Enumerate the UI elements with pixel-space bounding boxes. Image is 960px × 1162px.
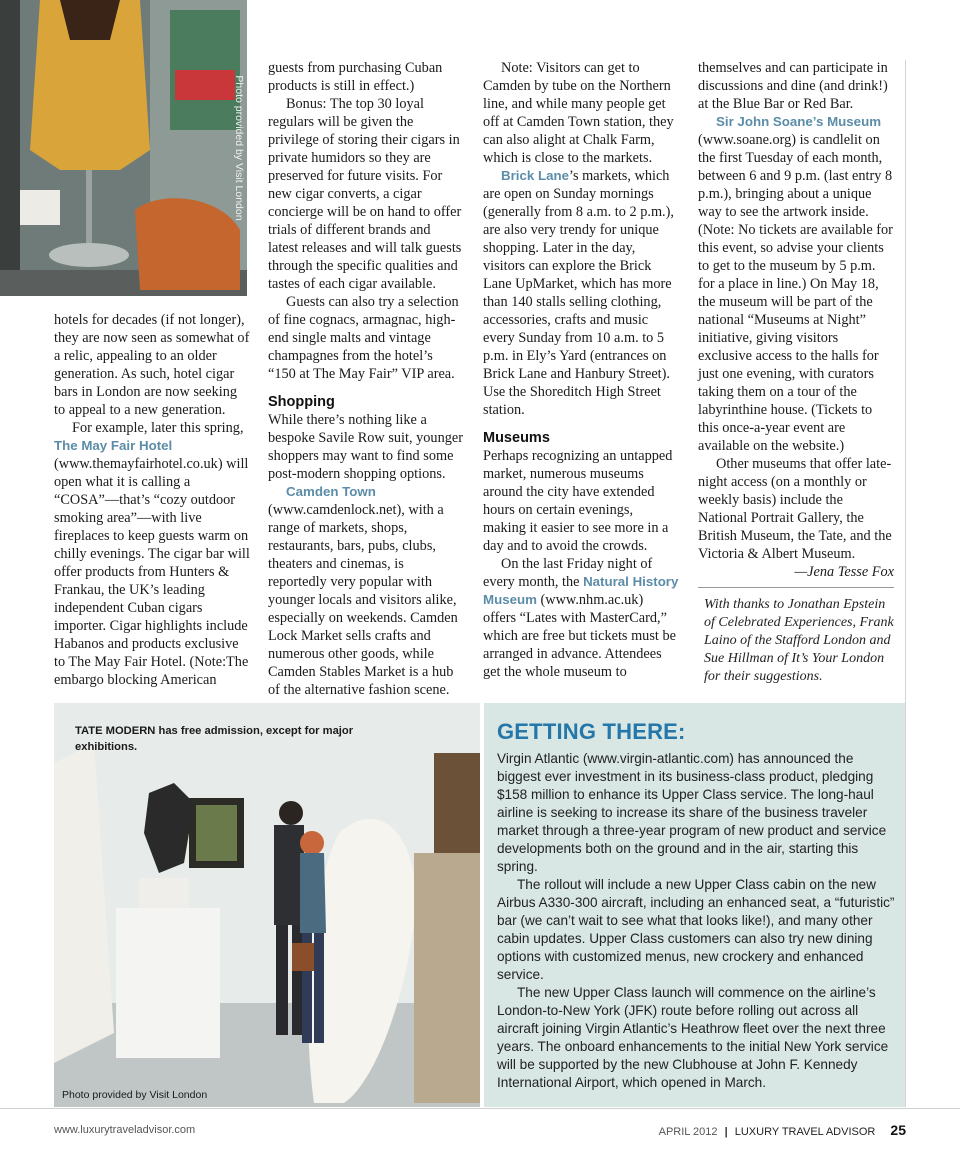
text: For example, later this spring, [72, 420, 244, 436]
paragraph-soane [698, 113, 894, 455]
paragraph: themselves and can participate in discussions and dine (and drink!) at the Blue Bar or Red Bar. [698, 60, 888, 112]
text: ’s markets, which are open on Sunday mornings (generally from 8 a.m. to 2 p.m.), are also very trendy for unique shopping. Later in the day, visitors can explore the Brick Lane UpMarket, which has more than 140 stalls selling clothing, accessories, crafts and music every Sunday from 10 a.m. to 5 p.m. in Ely’s Yard (entrances on Brick Lane and Hanbury Street). Use the Shoreditch High Street station. [483, 168, 674, 418]
divider [698, 587, 894, 588]
getting-there-sidebar [484, 703, 905, 1107]
column-4 [698, 59, 894, 686]
paragraph: The rollout will include a new Upper Class cabin on the new Airbus A330-300 aircraft, including an enhanced seat, a “futuristic” bar (we can’t wait to see what that looks like!), and many other cabin updates. Upper Class customers can also try new dining options with customized menus, new crockery and enhanced service. [497, 877, 895, 982]
paragraph-natural-history [483, 555, 679, 681]
paragraph: While there’s nothing like a bespoke Savile Row suit, younger shoppers may want to find some post-modern shopping options. [268, 412, 463, 482]
photo-credit: Photo provided by Visit London [62, 1089, 208, 1101]
page-number: 25 [890, 1122, 906, 1138]
getting-there-heading: GETTING THERE: [497, 719, 686, 744]
section-heading-shopping: Shopping [268, 394, 335, 410]
paragraph-brick-lane [483, 167, 679, 419]
column-1 [54, 311, 250, 689]
paragraph: Other museums that offer late-night access (on a monthly or weekly basis) include the National Portrait Gallery, the British Museum, the Tate, and the Victoria & Albert Museum. [698, 456, 892, 562]
paragraph: Bonus: The top 30 loyal regulars will be given the privilege of storing their cigars in private humidors so they are preserved for future visits. For new cigar converts, a cigar concierge will be on hand to offer trials of different brands and latest releases and will talk guests through the specific qualities and tastes of each cigar available. [268, 96, 462, 292]
paragraph: hotels for decades (if not longer), they are now seen as somewhat of a relic, appealing to an older generation. As such, hotel cigar bars in London are now seeking to appeal to a new generation. [54, 312, 250, 418]
footer-rule [0, 1108, 960, 1109]
section-heading-museums: Museums [483, 430, 550, 446]
text: (www.themayfairhotel.co.uk) will open what it is calling a “COSA”—that’s “cozy outdoor smoking area”—with live fireplaces to keep guests warm on chilly evenings. The cigar bar will offer products from Hunters & Frankau, the UK’s leading independent Cuban cigars importer. Cigar highlights include Habanos and products exclusive to The May Fair Hotel. (Note:The embargo blocking American [54, 456, 250, 688]
paragraph: Guests can also try a selection of fine cognacs, armagnac, high-end single malts and vintage champagnes from the hotel’s “150 at The May Fair” VIP area. [268, 294, 459, 382]
text: On the last Friday night of every month, the [483, 556, 653, 590]
column-rule [905, 60, 906, 1107]
shop-window-illustration [0, 0, 247, 296]
venue-name: Natural History Museum [483, 574, 679, 607]
footer-date: APRIL 2012 [658, 1126, 718, 1138]
footer-url: www.luxurytraveladvisor.com [54, 1124, 196, 1136]
paragraph: Perhaps recognizing an untapped market, numerous museums around the city have extended hours on certain evenings, making it easier to see more in a day and to avoid the crowds. [483, 448, 673, 554]
venue-name: Brick Lane [501, 168, 569, 183]
text: (www.soane.org) is candlelit on the first Tuesday of each month, between 6 and 9 p.m. (last entry 8 p.m.), bringing about a unique way to see the artwork inside. (Note: No tickets are available for this event, so advise your clients to get to the museum by 5 p.m. for a place in line.) On May 18, the museum will be part of the national “Museums at Night” initiative, giving visitors exclusive access to the halls for just one evening, with curators taking them on a tour of the labyrinthine house. (Tickets to this once-a-year event are available on the website.) [698, 132, 893, 454]
paragraph: Note: Visitors can get to Camden by tube on the Northern line, and while many people get off at Camden Town station, they can also alight at Chalk Farm, which is close to the markets. [483, 60, 674, 166]
footer-magazine: LUXURY TRAVEL ADVISOR [734, 1126, 876, 1138]
photo-credit-vertical: Photo provided by Visit London [233, 75, 245, 221]
column-3 [483, 59, 679, 681]
paragraph-camden [268, 483, 464, 699]
footer-separator: | [724, 1126, 728, 1138]
footer-right [659, 1122, 906, 1138]
paragraph-may-fair [54, 419, 250, 689]
column-2 [268, 59, 464, 699]
shop-window-photo [0, 0, 247, 296]
photo-caption: TATE MODERN has free admission, except for major exhibitions. [75, 725, 354, 753]
paragraph: Virgin Atlantic (www.virgin-atlantic.com) has announced the biggest ever investment in its business-class product, pledging $158 million to enhance its Upper Class service. The long-haul airline is seeking to increase its share of the business traveler market through a three-year program of new product and service developments both on the ground and in the air, starting this spring. [497, 751, 887, 874]
text: (www.nhm.ac.uk) offers “Lates with MasterCard,” which are free but tickets must be arranged in advance. Attendees get the whole museum to [483, 592, 676, 680]
text: (www.camdenlock.net), with a range of markets, shops, restaurants, bars, pubs, clubs, theaters and cinemas, is reportedly very popular with younger locals and visitors alike, especially on weekends. Camden Lock Market sells crafts and numerous other goods, while Camden Stables Market is a hub of the alternative fashion scene. [268, 502, 458, 698]
venue-name: The May Fair Hotel [54, 438, 173, 453]
paragraph: guests from purchasing Cuban products is still in effect.) [268, 60, 443, 94]
venue-name: Camden Town [286, 484, 376, 499]
gallery-illustration [54, 703, 480, 1107]
getting-there-body [497, 750, 895, 1092]
acknowledgements: With thanks to Jonathan Epstein of Celebrated Experiences, Frank Laino of the Stafford London and Sue Hillman of It’s Your London for their suggestions. [704, 597, 894, 684]
tate-modern-photo [54, 703, 480, 1107]
venue-name: Sir John Soane’s Museum [716, 114, 882, 129]
author-signature: —Jena Tesse Fox [794, 564, 894, 580]
paragraph: The new Upper Class launch will commence on the airline’s London-to-New York (JFK) route before rolling out across all aircraft joining Virgin Atlantic’s Heathrow fleet over the next three years. The onboard enhancements to the initial New York service will be supported by the new Clubhouse at John F. Kennedy International Airport, which opened in March. [497, 985, 889, 1090]
